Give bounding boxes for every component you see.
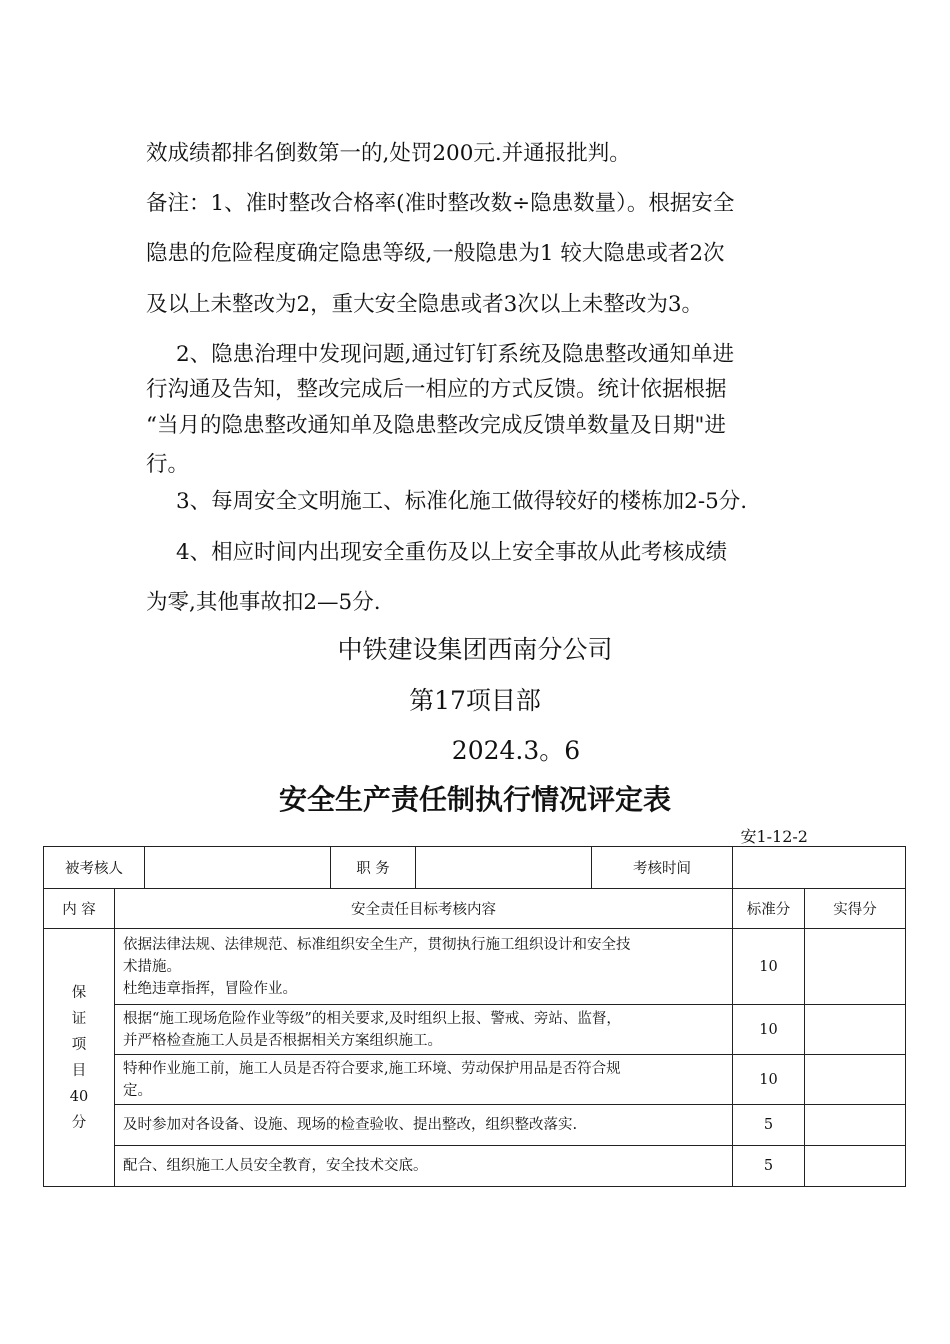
actual-score-field[interactable] — [805, 929, 906, 1005]
item-line: 杜绝违章指挥，冒险作业。 — [123, 980, 297, 997]
position-label: 职 务 — [331, 847, 416, 889]
group-label-char: 分 — [71, 1114, 87, 1131]
note-2-line-2: 行沟通及告知，整改完成后一相应的方式反馈。统计依据根据 — [146, 377, 727, 402]
item-description — [115, 929, 733, 1005]
department-name: 第17项目部 — [409, 686, 541, 715]
table-row — [44, 1146, 906, 1187]
item-line: 并严格检查施工人员是否根据相关方案组织施工。 — [123, 1032, 442, 1049]
form-code: 安1-12-2 — [740, 827, 808, 846]
evaluation-table — [43, 846, 906, 1187]
item-description — [115, 1105, 733, 1146]
column-header-content: 内 容 — [44, 889, 115, 929]
actual-score-field[interactable] — [805, 1055, 906, 1105]
table-row — [44, 1105, 906, 1146]
note-1-line-1: 备注：1、准时整改合格率(准时整改数÷隐患数量）。根据安全 — [146, 191, 735, 216]
column-header-items: 安全责任目标考核内容 — [115, 889, 733, 929]
standard-score: 10 — [733, 1005, 805, 1055]
item-line: 依据法律法规、法律规范、标准组织安全生产，贯彻执行施工组织设计和安全技 — [123, 936, 631, 953]
note-line-penalty: 效成绩都排名倒数第一的,处罚200元.并通报批判。 — [146, 141, 631, 166]
group-label-char: 目 — [71, 1062, 87, 1079]
item-line: 根据“施工现场危险作业等级”的相关要求,及时组织上报、警戒、旁站、监督， — [123, 1010, 621, 1027]
table-row — [44, 1055, 906, 1105]
group-label-char: 项 — [71, 1036, 87, 1053]
column-header-standard: 标准分 — [733, 889, 805, 929]
column-header-actual: 实得分 — [805, 889, 906, 929]
position-field[interactable] — [416, 847, 592, 889]
note-1-line-3: 及以上未整改为2，重大安全隐患或者3次以上未整改为3。 — [146, 292, 704, 317]
examinee-label: 被考核人 — [44, 847, 145, 889]
item-description — [115, 1005, 733, 1055]
table-row — [44, 1005, 906, 1055]
note-1-line-2: 隐患的危险程度确定隐患等级,一般隐患为1 较大隐患或者2次 — [146, 241, 725, 266]
item-line: 定。 — [123, 1082, 152, 1099]
examinee-field[interactable] — [145, 847, 331, 889]
item-line: 术措施。 — [123, 958, 181, 975]
actual-score-field[interactable] — [805, 1005, 906, 1055]
item-line: 及时参加对各设备、设施、现场的检查验收、提出整改，组织整改落实. — [123, 1117, 578, 1133]
group-label-char: 40 — [69, 1088, 89, 1105]
group-label-guarantee-items — [44, 929, 115, 1187]
exam-time-field[interactable] — [733, 847, 906, 889]
note-2-line-3: “当月的隐患整改通知单及隐患整改完成反馈单数量及日期"进 — [146, 413, 726, 438]
note-4-line-1: 4、相应时间内出现安全重伤及以上安全事故从此考核成绩 — [176, 540, 728, 565]
group-label-char: 保 — [71, 984, 87, 1001]
standard-score: 10 — [733, 929, 805, 1005]
note-2-line-4: 行。 — [146, 452, 190, 477]
group-label-char: 证 — [71, 1010, 87, 1027]
signature-date: 2024.3。6 — [451, 736, 581, 765]
table-row — [44, 929, 906, 1005]
note-2-line-1: 2、隐患治理中发现问题,通过钉钉系统及隐患整改通知单进 — [176, 342, 735, 367]
company-name: 中铁建设集团西南分公司 — [337, 635, 613, 664]
actual-score-field[interactable] — [805, 1105, 906, 1146]
table-column-header-row — [44, 889, 906, 929]
standard-score: 5 — [733, 1105, 805, 1146]
note-4-line-2: 为零,其他事故扣2—5分. — [146, 590, 381, 615]
item-line: 配合、组织施工人员安全教育，安全技术交底。 — [123, 1158, 428, 1174]
note-3: 3、每周安全文明施工、标准化施工做得较好的楼栋加2-5分. — [176, 489, 748, 514]
item-line: 特种作业施工前，施工人员是否符合要求,施工环境、劳动保护用品是否符合规 — [123, 1060, 621, 1077]
table-header-info-row — [44, 847, 906, 889]
standard-score: 5 — [733, 1146, 805, 1187]
item-description — [115, 1055, 733, 1105]
actual-score-field[interactable] — [805, 1146, 906, 1187]
item-description — [115, 1146, 733, 1187]
form-title: 安全生产责任制执行情况评定表 — [278, 783, 671, 816]
standard-score: 10 — [733, 1055, 805, 1105]
exam-time-label: 考核时间 — [592, 847, 733, 889]
